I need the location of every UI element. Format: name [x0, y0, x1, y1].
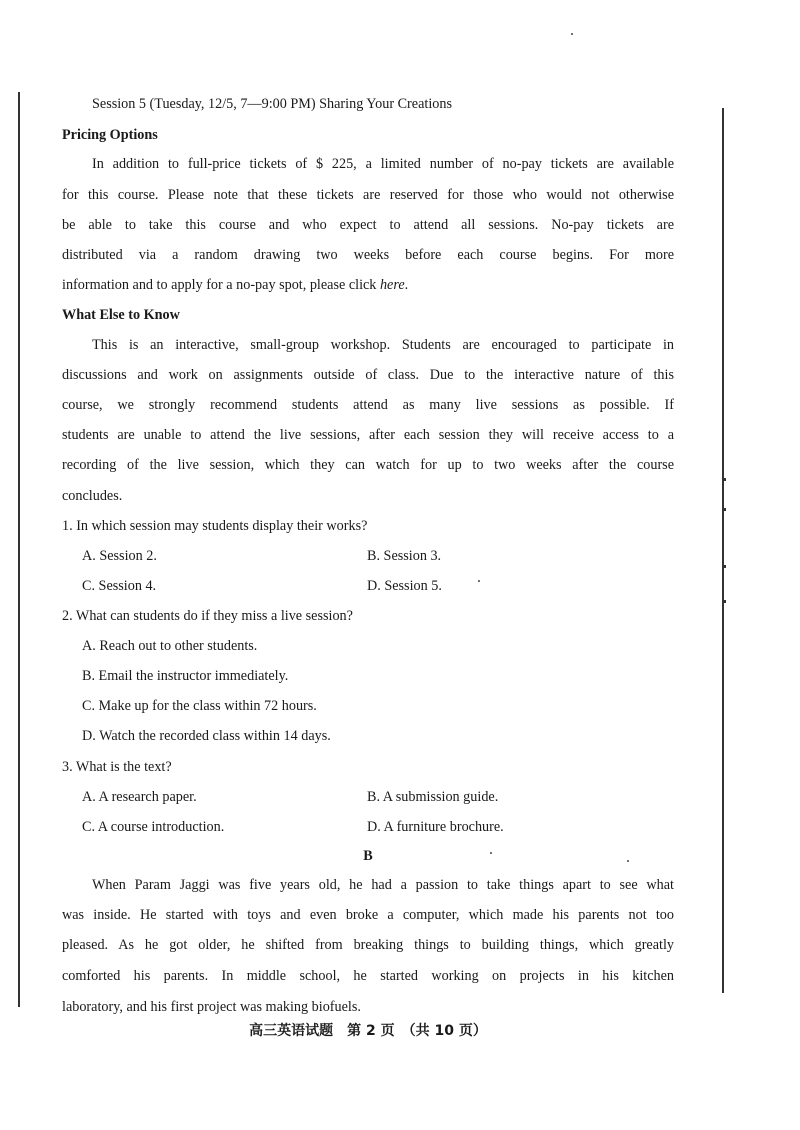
pricing-line-5-prefix: information and to apply for a no-pay spot, please click	[62, 277, 380, 293]
what-else-line-3: course, we strongly recommend students attend as many live sessions as possible. If	[62, 397, 674, 413]
what-else-line-2: discussions and work on assignments outside of class. Due to the interactive nature of this	[62, 367, 674, 383]
passage-b-line-1: When Param Jaggi was five years old, he had a passion to take things apart to see what	[92, 877, 674, 893]
question-2-option-b[interactable]: B. Email the instructor immediately.	[82, 668, 289, 684]
pricing-line-4: distributed via a random drawing two weeks before each course begins. For more	[62, 247, 674, 263]
what-else-line-5: recording of the live session, which they can watch for up to two weeks after the course	[62, 457, 674, 473]
pricing-heading: Pricing Options	[62, 127, 158, 143]
question-1-option-d[interactable]: D. Session 5.	[367, 578, 442, 594]
passage-b-line-5: laboratory, and his first project was making biofuels.	[62, 999, 361, 1015]
pricing-line-5-suffix: .	[404, 277, 409, 293]
page-footer: 高三英语试题 第 2 页 （共 10 页）	[249, 1023, 487, 1039]
right-margin-rule	[722, 108, 724, 993]
margin-tick	[723, 600, 726, 603]
pricing-line-2: for this course. Please note that these tickets are reserved for those who would not otherwise	[62, 187, 674, 203]
question-3-stem: 3. What is the text?	[62, 759, 172, 775]
pricing-line-5	[62, 276, 674, 294]
question-2-option-a[interactable]: A. Reach out to other students.	[82, 638, 258, 654]
scan-speck	[478, 580, 480, 582]
left-margin-rule	[18, 92, 20, 1007]
what-else-heading: What Else to Know	[62, 307, 180, 323]
question-2-stem: 2. What can students do if they miss a live session?	[62, 608, 353, 624]
scan-speck	[571, 33, 573, 35]
pricing-line-1: In addition to full-price tickets of $ 225, a limited number of no-pay tickets are available	[92, 156, 674, 172]
question-2-option-d[interactable]: D. Watch the recorded class within 14 days.	[82, 728, 331, 744]
question-3-option-b[interactable]: B. A submission guide.	[367, 789, 499, 805]
passage-b-label: B	[363, 848, 373, 864]
margin-tick	[723, 565, 726, 568]
question-3-option-d[interactable]: D. A furniture brochure.	[367, 819, 504, 835]
question-1-option-a[interactable]: A. Session 2.	[82, 548, 157, 564]
session-5-line: Session 5 (Tuesday, 12/5, 7—9:00 PM) Sharing Your Creations	[92, 96, 452, 112]
margin-tick	[723, 508, 726, 511]
question-3-option-a[interactable]: A. A research paper.	[82, 789, 197, 805]
pricing-line-3: be able to take this course and who expect to attend all sessions. No-pay tickets are	[62, 217, 674, 233]
passage-b-line-4: comforted his parents. In middle school, he started working on projects in his kitchen	[62, 968, 674, 984]
passage-b-line-3: pleased. As he got older, he shifted from breaking things to building things, which greatly	[62, 937, 674, 953]
question-1-stem: 1. In which session may students display their works?	[62, 518, 368, 534]
question-1-option-b[interactable]: B. Session 3.	[367, 548, 442, 564]
what-else-line-1: This is an interactive, small-group workshop. Students are encouraged to participate in	[92, 337, 674, 353]
question-1-option-c[interactable]: C. Session 4.	[82, 578, 157, 594]
passage-b-line-2: was inside. He started with toys and even broke a computer, which made his parents not too	[62, 907, 674, 923]
here-link[interactable]: here	[379, 277, 405, 293]
what-else-line-4: students are unable to attend the live sessions, after each session they will receive access to a	[62, 427, 674, 443]
question-3-option-c[interactable]: C. A course introduction.	[82, 819, 225, 835]
question-2-option-c[interactable]: C. Make up for the class within 72 hours.	[82, 698, 317, 714]
what-else-line-6: concludes.	[62, 488, 123, 504]
margin-tick	[723, 478, 726, 481]
